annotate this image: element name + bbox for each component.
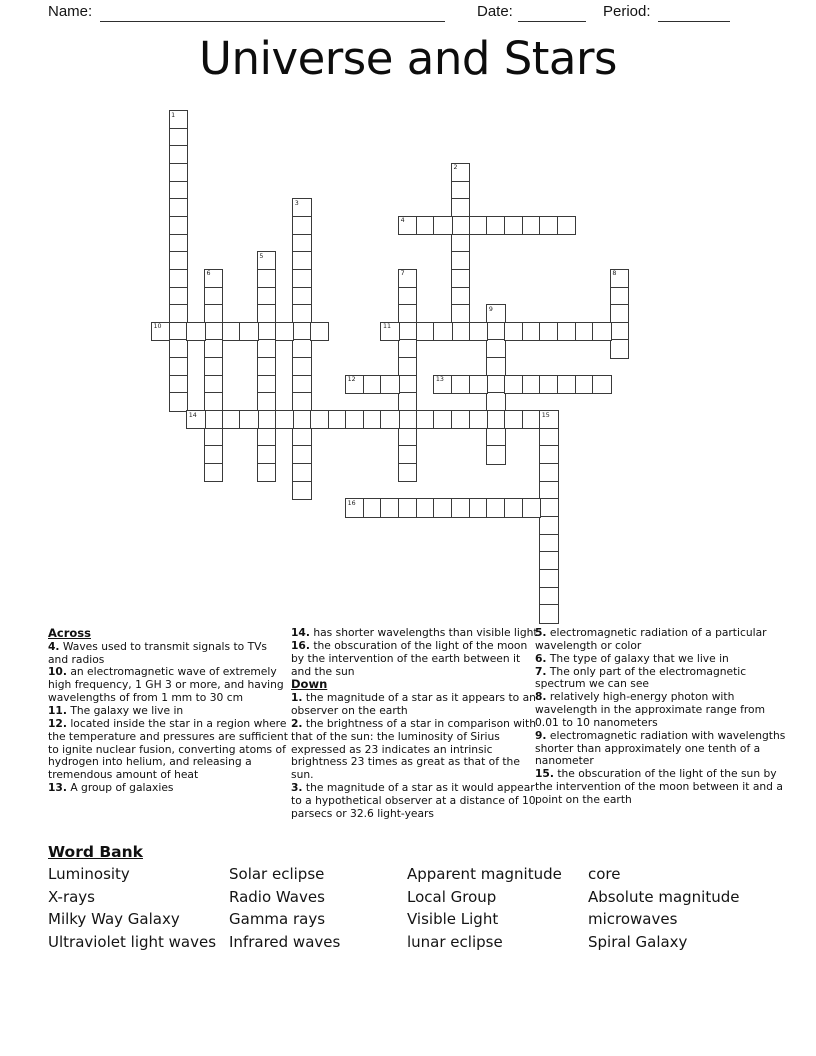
- grid-cell: [292, 304, 311, 323]
- down-clue-8: 8. relatively high-energy photon with wavelength in the approximate range from 0.01 to 10 nanometers: [535, 690, 765, 729]
- grid-cell: [292, 357, 311, 376]
- grid-cell: [292, 428, 311, 447]
- grid-cell: [275, 322, 294, 341]
- grid-cell: [275, 410, 294, 429]
- grid-cell: [486, 322, 505, 341]
- date-label: Date:: [477, 3, 513, 20]
- grid-cell: [522, 322, 541, 341]
- grid-cell: [204, 428, 223, 447]
- grid-cell: [204, 375, 223, 394]
- grid-cell: [398, 375, 417, 394]
- grid-cell-number: 5: [259, 252, 264, 260]
- grid-cell: [186, 410, 205, 429]
- grid-cell: [575, 375, 594, 394]
- grid-cell-number: 9: [488, 305, 493, 313]
- grid-cell: [522, 498, 541, 517]
- grid-cell: [416, 322, 435, 341]
- grid-cell: [610, 269, 629, 288]
- grid-cell: [257, 428, 276, 447]
- grid-cell: [504, 216, 523, 235]
- word-bank-item: Absolute magnitude: [588, 887, 740, 906]
- grid-cell: [363, 498, 382, 517]
- grid-cell: [486, 339, 505, 358]
- grid-cell: [292, 339, 311, 358]
- grid-cell: [204, 463, 223, 482]
- grid-cell: [469, 498, 488, 517]
- grid-cell: [169, 269, 188, 288]
- grid-cell: [592, 322, 611, 341]
- down-clue-6: 6. The type of galaxy that we live in: [535, 651, 729, 665]
- grid-cell: [328, 410, 347, 429]
- word-bank-column: [588, 865, 739, 955]
- grid-cell: [539, 516, 558, 535]
- grid-cell: [169, 322, 188, 341]
- grid-cell: [310, 410, 329, 429]
- date-blank-line: [518, 2, 586, 22]
- grid-cell: [169, 216, 188, 235]
- grid-cell: [151, 322, 170, 341]
- clue-number: 4.: [48, 639, 60, 653]
- grid-cell: [310, 322, 329, 341]
- grid-cell: [257, 322, 276, 341]
- down-clue-2: 2. the brightness of a star in comparison with that of the sun: the luminosity of Sirius expressed as 23 indicates an intrinsic brightness 23 times as great as that of the sun.: [291, 716, 536, 782]
- word-bank-item: core: [588, 865, 621, 883]
- across-clue-13: 13. A group of galaxies: [48, 781, 174, 795]
- clues-column-3: [535, 627, 787, 807]
- grid-cell: [416, 216, 435, 235]
- grid-cell: [557, 375, 576, 394]
- word-bank-item: lunar eclipse: [407, 932, 503, 951]
- word-bank-item: Apparent magnitude: [407, 865, 562, 883]
- grid-cell: [469, 375, 488, 394]
- grid-cell: [292, 234, 311, 253]
- grid-cell-number: 7: [400, 270, 405, 278]
- grid-cell: [398, 428, 417, 447]
- grid-cell: [451, 322, 470, 341]
- grid-cell: [539, 375, 558, 394]
- grid-cell-number: 11: [382, 323, 391, 331]
- grid-cell: [257, 269, 276, 288]
- word-bank-item: microwaves: [588, 910, 678, 928]
- clue-number: 15.: [535, 767, 554, 781]
- grid-cell: [169, 251, 188, 270]
- grid-cell: [169, 145, 188, 164]
- clue-number: 16.: [291, 638, 310, 652]
- down-clue-7: 7. The only part of the electromagnetic spectrum we can see: [535, 664, 747, 691]
- grid-cell: [433, 410, 452, 429]
- grid-cell: [416, 410, 435, 429]
- grid-cell: [522, 216, 541, 235]
- grid-cell: [433, 216, 452, 235]
- word-bank-item: Spiral Galaxy: [588, 932, 688, 951]
- grid-cell: [292, 251, 311, 270]
- grid-cell: [539, 604, 558, 623]
- clue-number: 3.: [291, 781, 303, 795]
- grid-cell: [486, 357, 505, 376]
- down-clue-15: 15. the obscuration of the light of the sun by the intervention of the moon between it and a point on the earth: [535, 767, 783, 806]
- word-bank-item: X-rays: [48, 887, 95, 906]
- grid-cell: [610, 339, 629, 358]
- grid-cell: [416, 498, 435, 517]
- grid-cell: [169, 392, 188, 411]
- across-clue-4: 4. Waves used to transmit signals to TVs and radios: [48, 639, 267, 666]
- grid-cell: [451, 251, 470, 270]
- grid-cell: [345, 410, 364, 429]
- clue-number: 11.: [48, 704, 67, 718]
- across-clue-11: 11. The galaxy we live in: [48, 704, 184, 718]
- grid-cell: [380, 498, 399, 517]
- grid-cell-number: 8: [612, 270, 617, 278]
- grid-cell: [539, 445, 558, 464]
- grid-cell: [486, 392, 505, 411]
- grid-cell: [204, 410, 223, 429]
- grid-cell: [486, 216, 505, 235]
- grid-cell: [204, 392, 223, 411]
- grid-cell-number: 10: [153, 323, 162, 331]
- grid-cell: [292, 375, 311, 394]
- grid-cell: [539, 534, 558, 553]
- grid-cell: [380, 410, 399, 429]
- grid-cell: [345, 498, 364, 517]
- across-clue-12: 12. located inside the star in a region where the temperature and pressures are sufficient to ignite nuclear fusion, converting atoms of hydrogen into helium, and releasing a tremendous amount of heat: [48, 716, 288, 782]
- grid-cell: [204, 339, 223, 358]
- grid-cell: [398, 445, 417, 464]
- grid-cell: [398, 304, 417, 323]
- grid-cell: [292, 463, 311, 482]
- grid-cell-number: 2: [453, 164, 458, 172]
- across-clue-16: 16. the obscuration of the light of the moon by the intervention of the earth between it and the sun: [291, 638, 528, 678]
- grid-cell: [539, 481, 558, 500]
- grid-cell: [292, 481, 311, 500]
- grid-cell: [592, 375, 611, 394]
- grid-cell: [469, 216, 488, 235]
- grid-cell: [257, 357, 276, 376]
- clue-number: 1.: [291, 691, 303, 705]
- grid-cell: [504, 498, 523, 517]
- grid-cell: [451, 181, 470, 200]
- grid-cell-number: 3: [294, 199, 299, 207]
- grid-cell: [257, 304, 276, 323]
- grid-cell: [522, 410, 541, 429]
- clue-number: 2.: [291, 716, 303, 730]
- name-label: Name:: [48, 3, 93, 20]
- grid-cell: [292, 410, 311, 429]
- across-clue-10: 10. an electromagnetic wave of extremely high frequency, 1 GH 3 or more, and having wavelengths of from 1 mm to 30 cm: [48, 665, 284, 705]
- clue-number: 6.: [535, 651, 547, 665]
- grid-cell: [539, 551, 558, 570]
- grid-cell: [204, 304, 223, 323]
- clue-number: 13.: [48, 781, 67, 795]
- name-blank-line: [100, 2, 445, 22]
- grid-cell: [451, 198, 470, 217]
- clue-number: 14.: [291, 626, 310, 639]
- clue-number: 9.: [535, 728, 547, 742]
- grid-cell: [169, 163, 188, 182]
- grid-cell: [380, 375, 399, 394]
- grid-cell: [169, 198, 188, 217]
- grid-cell: [380, 322, 399, 341]
- grid-cell: [451, 216, 470, 235]
- grid-cell: [222, 322, 241, 341]
- grid-cell: [539, 428, 558, 447]
- word-bank-item: Infrared waves: [229, 932, 341, 951]
- grid-cell: [610, 287, 629, 306]
- grid-cell: [486, 304, 505, 323]
- grid-cell: [239, 322, 258, 341]
- grid-cell: [433, 375, 452, 394]
- grid-cell: [433, 322, 452, 341]
- grid-cell: [292, 269, 311, 288]
- grid-cell: [239, 410, 258, 429]
- grid-cell: [539, 569, 558, 588]
- grid-cell: [257, 392, 276, 411]
- word-bank-item: Milky Way Galaxy: [48, 910, 180, 928]
- word-bank-column: [229, 865, 340, 955]
- grid-cell-number: 13: [435, 376, 444, 384]
- word-bank-item: Radio Waves: [229, 887, 325, 906]
- grid-cell: [398, 269, 417, 288]
- grid-cell: [539, 410, 558, 429]
- grid-cell-number: 6: [206, 270, 211, 278]
- clue-number: 5.: [535, 626, 547, 639]
- grid-cell: [345, 375, 364, 394]
- grid-cell: [557, 216, 576, 235]
- grid-cell: [169, 339, 188, 358]
- grid-cell: [169, 128, 188, 147]
- grid-cell: [504, 410, 523, 429]
- grid-cell: [222, 410, 241, 429]
- grid-cell: [486, 498, 505, 517]
- grid-cell: [204, 445, 223, 464]
- grid-cell: [539, 498, 558, 517]
- grid-cell: [539, 463, 558, 482]
- grid-cell: [486, 445, 505, 464]
- word-bank-item: Solar eclipse: [229, 865, 325, 883]
- grid-cell: [486, 375, 505, 394]
- grid-cell: [451, 304, 470, 323]
- grid-cell: [522, 375, 541, 394]
- grid-cell: [292, 287, 311, 306]
- grid-cell: [292, 322, 311, 341]
- grid-cell: [451, 234, 470, 253]
- clues-column-2: [291, 627, 539, 821]
- grid-cell: [610, 322, 629, 341]
- down-clue-9: 9. electromagnetic radiation with wavelengths shorter than approximately one tenth of a nanometer: [535, 728, 786, 768]
- grid-cell: [169, 287, 188, 306]
- grid-cell: [257, 375, 276, 394]
- word-bank-item: Local Group: [407, 887, 497, 906]
- grid-cell: [398, 357, 417, 376]
- grid-cell: [398, 463, 417, 482]
- grid-cell: [292, 445, 311, 464]
- grid-cell: [169, 234, 188, 253]
- grid-cell-number: 16: [347, 499, 356, 507]
- clue-number: 10.: [48, 665, 67, 679]
- grid-cell: [398, 498, 417, 517]
- grid-cell: [451, 498, 470, 517]
- grid-cell-number: 14: [188, 411, 197, 419]
- grid-cell: [469, 410, 488, 429]
- grid-cell: [504, 375, 523, 394]
- grid-cell: [363, 410, 382, 429]
- grid-cell: [398, 322, 417, 341]
- word-bank-item: Gamma rays: [229, 910, 326, 928]
- down-heading: Down: [291, 677, 328, 692]
- clue-number: 12.: [48, 716, 67, 730]
- word-bank-item: Visible Light: [407, 910, 499, 928]
- grid-cell: [204, 322, 223, 341]
- clue-number: 8.: [535, 690, 547, 704]
- grid-cell: [292, 198, 311, 217]
- page-title: Universe and Stars: [199, 32, 617, 85]
- clues-column-1: [48, 627, 290, 795]
- grid-cell: [169, 110, 188, 129]
- grid-cell: [169, 304, 188, 323]
- grid-cell: [451, 287, 470, 306]
- grid-cell: [257, 410, 276, 429]
- grid-cell: [292, 216, 311, 235]
- grid-cell: [257, 463, 276, 482]
- grid-cell: [486, 428, 505, 447]
- grid-cell: [204, 357, 223, 376]
- grid-cell: [557, 322, 576, 341]
- grid-cell: [451, 410, 470, 429]
- grid-cell-number: 1: [171, 111, 176, 119]
- grid-cell: [539, 322, 558, 341]
- grid-cell: [575, 322, 594, 341]
- grid-cell: [610, 304, 629, 323]
- grid-cell: [398, 339, 417, 358]
- word-bank-column: [407, 865, 562, 955]
- grid-cell: [169, 375, 188, 394]
- grid-cell: [469, 322, 488, 341]
- grid-cell: [204, 269, 223, 288]
- grid-cell: [257, 251, 276, 270]
- word-bank-column: [48, 865, 216, 955]
- grid-cell-number: 4: [400, 217, 405, 225]
- period-blank-line: [658, 2, 730, 22]
- grid-cell: [398, 287, 417, 306]
- grid-cell: [451, 375, 470, 394]
- grid-cell: [398, 216, 417, 235]
- grid-cell: [257, 445, 276, 464]
- grid-cell: [486, 410, 505, 429]
- across-clue-14: 14. has shorter wavelengths than visible light: [291, 626, 538, 639]
- grid-cell: [363, 375, 382, 394]
- crossword-grid: [151, 110, 630, 625]
- down-clue-1: 1. the magnitude of a star as it appears to an observer on the earth: [291, 691, 536, 718]
- grid-cell: [257, 287, 276, 306]
- grid-cell: [451, 163, 470, 182]
- grid-cell: [451, 269, 470, 288]
- grid-cell-number: 12: [347, 376, 356, 384]
- grid-cell: [169, 181, 188, 200]
- grid-cell: [504, 322, 523, 341]
- grid-cell: [204, 287, 223, 306]
- grid-cell: [186, 322, 205, 341]
- clue-number: 7.: [535, 664, 547, 678]
- across-heading: Across: [48, 626, 91, 640]
- word-bank-item: Ultraviolet light waves: [48, 932, 217, 951]
- grid-cell: [257, 339, 276, 358]
- period-label: Period:: [603, 3, 651, 20]
- grid-cell: [539, 587, 558, 606]
- grid-cell: [398, 410, 417, 429]
- grid-cell: [169, 357, 188, 376]
- down-clue-3: 3. the magnitude of a star as it would appear to a hypothetical observer at a distance of 10 parsecs or 32.6 light-years: [291, 781, 536, 820]
- grid-cell: [433, 498, 452, 517]
- word-bank-item: Luminosity: [48, 865, 130, 883]
- grid-cell-number: 15: [541, 411, 550, 419]
- grid-cell: [292, 392, 311, 411]
- grid-cell: [398, 392, 417, 411]
- grid-cell: [539, 216, 558, 235]
- word-bank-heading: Word Bank: [48, 843, 143, 861]
- down-clue-5: 5. electromagnetic radiation of a particular wavelength or color: [535, 626, 767, 652]
